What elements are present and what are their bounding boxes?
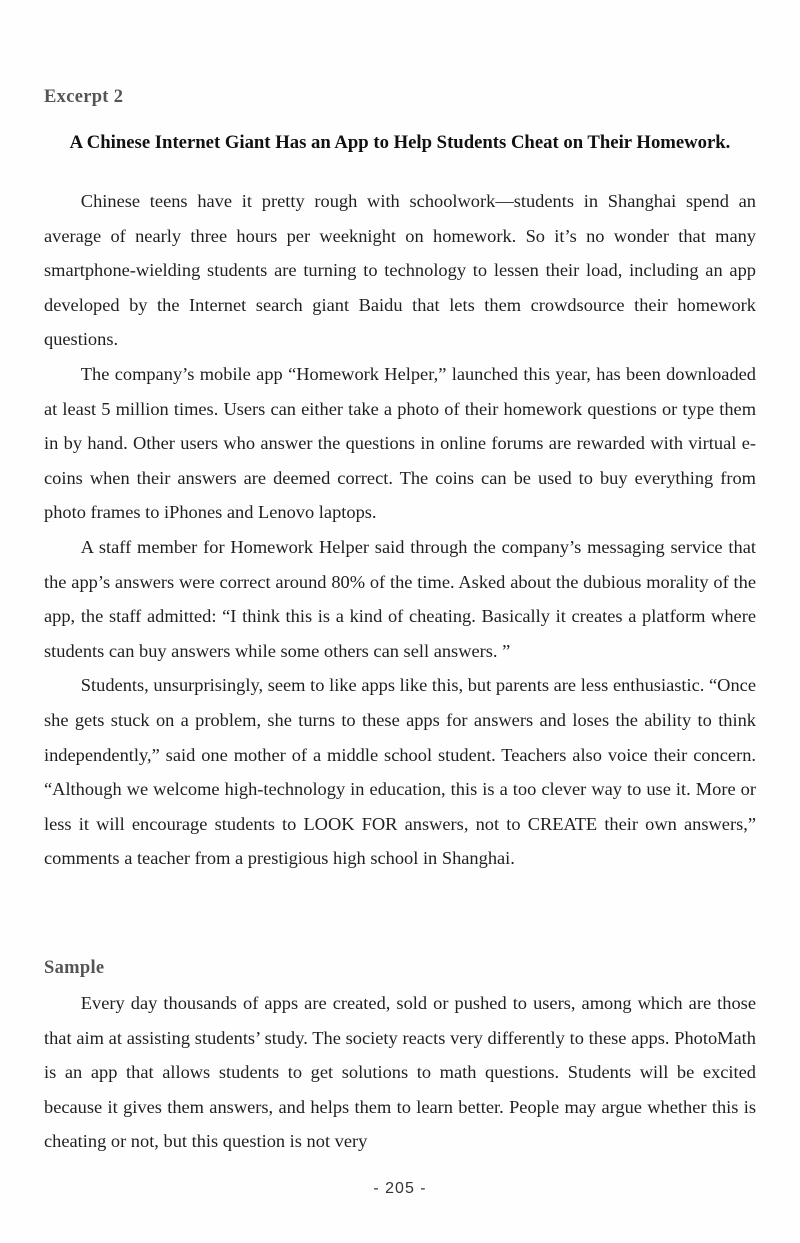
excerpt-paragraph: Chinese teens have it pretty rough with schoolwork—students in Shanghai spend an average of nearly three hours per weeknight on homework. So it’s no wonder that many smartphone-wielding students are turning to technology to lessen their load, including an app developed by the Internet search giant Baidu that lets them crowdsource their homework questions. [44, 191, 756, 350]
article-title: A Chinese Internet Giant Has an App to Help Students Cheat on Their Homework. [69, 132, 731, 153]
page-number: - 205 - [373, 1180, 427, 1197]
sample-body [44, 986, 756, 1159]
excerpt-heading: Excerpt 2 [44, 87, 124, 107]
excerpt-paragraph: The company’s mobile app “Homework Helper,” launched this year, has been downloaded at least 5 million times. Users can either take a photo of their homework questions or type them in by hand. Other users who answer the questions in online forums are rewarded with virtual e-coins when their answers are deemed correct. The coins can be used to buy everything from photo frames to iPhones and Lenovo laptops. [44, 363, 756, 523]
excerpt-paragraph: Students, unsurprisingly, seem to like apps like this, but parents are less enthusiastic. “Once she gets stuck on a problem, she turns to these apps for answers and loses the ability to think independently,” said one mother of a middle school student. Teachers also voice their concern. “Although we welcome high-technology in education, this is a too clever way to use it. More or less it will encourage students to LOOK FOR answers, not to CREATE their own answers,” comments a teacher from a prestigious high school in Shanghai. [44, 675, 756, 869]
sample-heading: Sample [44, 958, 105, 978]
excerpt-body [44, 184, 756, 876]
excerpt-paragraph: A staff member for Homework Helper said through the company’s messaging service that the app’s answers were correct around 80% of the time. Asked about the dubious morality of the app, the staff admitted: “I think this is a kind of cheating. Basically it creates a platform where students can buy answers while some others can sell answers. ” [44, 536, 756, 661]
sample-paragraph: Every day thousands of apps are created, sold or pushed to users, among which are those that aim at assisting students’ study. The society reacts very differently to these apps. PhotoMath is an app that allows students to get solutions to math questions. Students will be excited because it gives them answers, and helps them to learn better. People may argue whether this is cheating or not, but this question is not very [44, 993, 756, 1152]
